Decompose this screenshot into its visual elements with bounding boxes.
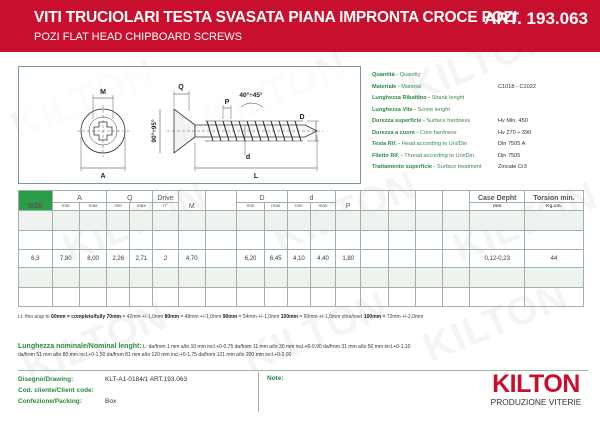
property-label-it: Quantità (372, 72, 395, 78)
property-label-en: Surface treatment (436, 164, 482, 170)
subheader-max: max (79, 203, 106, 211)
header-torsion: Torsion min. (525, 191, 584, 203)
info-block (18, 374, 248, 407)
page-subtitle: POZI FLAT HEAD CHIPBOARD SCREWS (34, 31, 243, 43)
dimensions-table (18, 190, 584, 307)
cell-D-max: 6,45 (264, 250, 287, 268)
header-drive: Drive (153, 191, 178, 203)
property-row: Filetto Rif. - Thread according to Uni/Din Din 7505 (372, 151, 587, 163)
dim-label-A: A (100, 173, 106, 180)
cell-empty (361, 250, 388, 268)
property-row: Lunghezza Ribattino - Shank lenght (372, 95, 465, 101)
head-front-view (77, 95, 129, 171)
article-number: ART. 193.063 (484, 9, 588, 28)
header-P: P (336, 191, 361, 211)
subheader-min: min (107, 203, 130, 211)
cell-q-max: 2,71 (130, 250, 153, 268)
info-row (18, 385, 248, 396)
cell-q-min: 2,26 (107, 250, 130, 268)
info-row (18, 396, 248, 407)
cell-size: 6,3 (19, 250, 53, 268)
length-tolerance-line: L: da/from 1 mm a/to 10 mm incl.+0-0,75 da/from 11 mm a/to 30 mm incl.+0-0,90 da/from 31 mm a/to 50 mm incl.+0-1,10 (141, 344, 411, 350)
drawing-label: Disegno/Drawing: (18, 376, 74, 383)
header-empty (361, 191, 388, 211)
property-label-en: Screw lenght (417, 106, 450, 113)
dim-label-M: M (100, 89, 106, 96)
dim-label-Q: Q (178, 84, 184, 91)
property-value: Din 7505 A (498, 141, 526, 147)
cell-a-max: 8,00 (79, 250, 106, 268)
property-value: Din 7505 (498, 152, 521, 159)
dim-label-d: d (245, 154, 251, 161)
table-spacer-row (19, 268, 584, 288)
subheader-case-depth-unit: mm (470, 203, 525, 211)
subheader-max: max (264, 203, 287, 211)
property-label-en: Head according to Uni/Din (401, 141, 468, 147)
lt-bold: 90mm (222, 314, 238, 320)
property-row: Lunghezza Vite - Screw lenght (372, 106, 450, 113)
header-d: d (287, 191, 335, 203)
header-bar (0, 0, 600, 52)
length-tolerance (18, 343, 588, 359)
lt-text: = 72mm +/-2,0mm (381, 314, 424, 320)
property-value: Hv 270 ÷ 390 (498, 129, 532, 136)
property-value: C1018 - C1022 (498, 83, 536, 90)
property-label-it: Lunghezza Vite (372, 106, 413, 113)
properties-list (372, 70, 587, 174)
logo-svg (484, 364, 588, 416)
note-box (258, 372, 458, 412)
lt-bold: 70mm (106, 314, 121, 320)
lt-bold: 60mm (51, 314, 66, 320)
size-header: SIZE (19, 191, 53, 211)
cell-D-min: 6,20 (237, 250, 264, 268)
property-label-en: Shank lenght (431, 95, 465, 101)
dim-label-P: P (224, 99, 230, 106)
header-Q: Q (107, 191, 153, 203)
logo-tagline: PRODUZIONE VITERIE (490, 397, 582, 407)
lt-text: = 42mm +/-1,0mm (120, 314, 165, 320)
cell-empty (388, 250, 415, 268)
cell-torsion: 44 (525, 250, 584, 268)
property-label-it: Filetto Rif. (372, 152, 400, 159)
header-D: D (237, 191, 287, 203)
property-value: Zincate Cr3 (498, 164, 527, 170)
property-label-en: Core hardness (419, 129, 457, 136)
lt-text: Lt: fino a/up to (18, 314, 52, 320)
subheader-torsion-unit: Kg.cm. (525, 203, 584, 211)
header-empty (415, 191, 442, 211)
table-spacer-row (19, 230, 584, 250)
property-label-it: Durezza a cuore (372, 129, 415, 136)
table-subheader-row (19, 203, 584, 211)
cell-a-min: 7,80 (52, 250, 79, 268)
property-row: Durezza superficie - Surface hardness Hv Min. 450 (372, 116, 587, 128)
cell-empty (443, 250, 470, 268)
property-label-it: Lunghezza Ribattino (372, 95, 427, 101)
dim-label-head-angle: 90°÷95° (151, 119, 158, 143)
packing-value: Box (105, 398, 117, 405)
client-code-label: Cod. cliente/Client code: (18, 387, 94, 394)
property-row: Materiale - Material C1018 - C1022 (372, 82, 587, 94)
drawing-value: KLT-A1-0184/1 ART.193.063 (105, 376, 188, 383)
property-label-en: Quantity (399, 72, 421, 78)
cell-m: 4,70 (178, 250, 205, 268)
cell-d-min: 4,10 (287, 250, 310, 268)
property-label-it: Durezza superficie (372, 118, 422, 124)
cell-drive: 2 (153, 250, 178, 268)
lt-text: = 54mm +/-1,0mm (237, 314, 281, 320)
lt-bold: = completo/fully (65, 314, 107, 320)
thread-length-note (18, 314, 588, 320)
length-tolerance-title: Lunghezza nominale/Nominal lenght: (18, 343, 142, 350)
subheader-min: min (237, 203, 264, 211)
subheader-min: min (287, 203, 310, 211)
cell-p: 1,80 (336, 250, 361, 268)
header-A: A (52, 191, 107, 203)
cell-d-max: 4,40 (310, 250, 335, 268)
property-row: Quantità - Quantity (372, 72, 421, 78)
header-M: M (178, 191, 205, 211)
header-empty (205, 191, 237, 211)
property-label-it: Materiale (372, 83, 397, 90)
subheader-max: max (310, 203, 335, 211)
table-row (19, 250, 584, 268)
property-label-en: Thread according to Uni/Din (404, 152, 474, 159)
subheader-drive-unit: n° (153, 203, 178, 211)
header-empty (388, 191, 415, 211)
property-row: Testa Rif. - Head according to Uni/Din Din 7505 A (372, 139, 587, 151)
cell-case-depth: 0,12-0,23 (470, 250, 525, 268)
header-empty (443, 191, 470, 211)
table-spacer-row (19, 211, 584, 231)
property-row: Trattamento superficie - Surface treatment Zincate Cr3 (372, 162, 587, 174)
logo-wordmark: KILTON (492, 370, 580, 398)
subheader-min: min (52, 203, 79, 211)
property-value: Hv Min. 450 (498, 118, 528, 124)
kilton-logo (484, 364, 588, 416)
property-label-en: Surface hardness (426, 118, 471, 124)
note-label: Note: (267, 375, 284, 382)
technical-drawing (18, 66, 361, 184)
property-label-it: Trattamento superficie (372, 164, 432, 170)
lt-text: = 48mm +/-1,0mm (179, 314, 223, 320)
property-label-en: Material (401, 83, 422, 90)
page-title: VITI TRUCIOLARI TESTA SVASATA PIANA IMPRONTA CROCE POZI (34, 9, 517, 26)
subheader-max: max (130, 203, 153, 211)
table-spacer-row (19, 287, 584, 307)
packing-label: Confezione/Packing: (18, 398, 82, 405)
length-tolerance-line: da/from 51 mm a/to 80 mm incl.+0-1,50 da/from 81 mm a/to 120 mm incl.+0-1,75 da/from 121 mm a/to 200 mm incl.+0-2,00 (18, 351, 292, 358)
table-header-row (19, 191, 584, 203)
cell-empty (205, 250, 237, 268)
lt-bold: 100mm (363, 314, 382, 320)
info-row (18, 374, 248, 385)
lt-bold: 80mm (164, 314, 180, 320)
cell-empty (415, 250, 442, 268)
screw-drawing-svg (19, 67, 362, 185)
dim-label-angle: 40°÷45° (239, 92, 263, 99)
dim-label-D: D (299, 114, 305, 121)
screw-side-view (160, 91, 323, 171)
property-label-it: Testa Rif. (372, 141, 397, 147)
lt-text: = 60mm +/-1,0mm oltre/over (298, 314, 364, 320)
property-row: Durezza a cuore - Core hardness Hv 270 ÷ 390 (372, 128, 587, 140)
lt-bold: 100mm (280, 314, 298, 320)
header-case-depth: Case Depht (470, 191, 525, 203)
dim-label-L: L (253, 173, 259, 180)
